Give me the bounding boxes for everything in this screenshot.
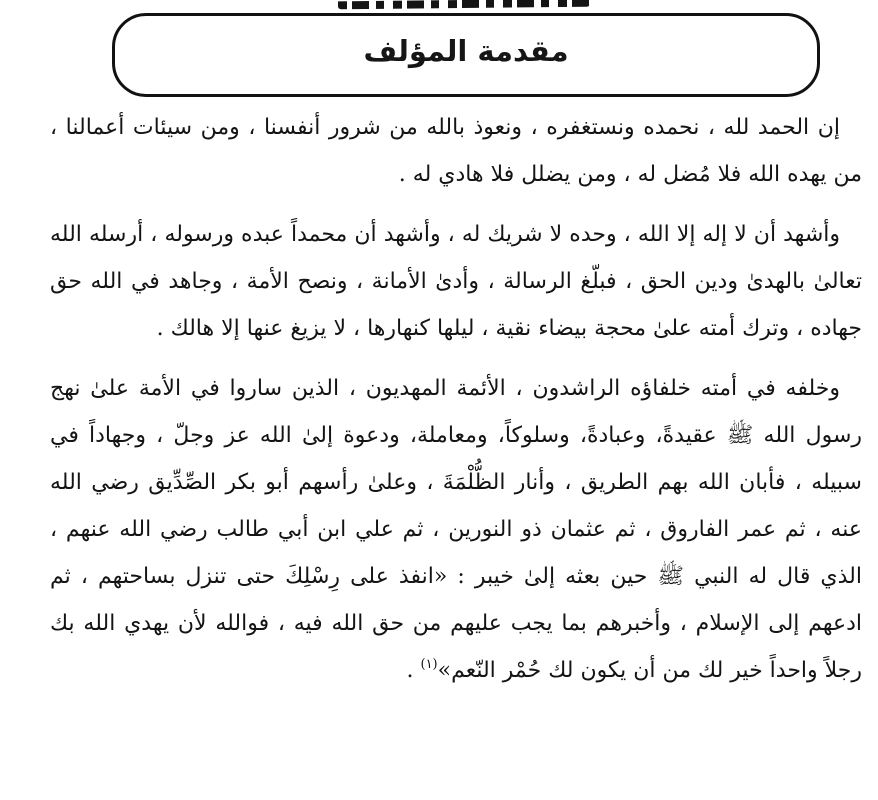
cutoff-calligraphy-ornament xyxy=(338,0,590,9)
footnote-marker: (١) xyxy=(420,657,438,672)
paragraph-caliphs-text: وخلفه في أمته خلفاؤه الراشدون ، الأئمة المهديون ، الذين ساروا في الأمة علىٰ نهج رسول الله ﷺ عقيدةً، وعبادةً، وسلوكاً، ومعاملة، ودعوة إلىٰ الله عز وجلّ ، وجهاداً في سبيله ، فأبان الله بهم الطريق ، وأنار الظُّلْمَةَ ، وعلىٰ رأسهم أبو بكر الصِّدِّيق رضي الله عنه ، ثم عمر الفاروق ، ثم عثمان ذو النورين ، ثم علي ابن أبي طالب رضي الله عنهم ، الذي قال له النبي ﷺ حين بعثه إلىٰ خيبر : «انفذ على رِسْلِكَ حتى تنزل بساحتهم ، ثم ادعهم إلى الإسلام ، وأخبرهم بما يجب عليهم من حق الله فيه ، فوالله لأن يهدي الله بك رجلاً واحداً خير لك من أن يكون لك حُمْر النّعم» xyxy=(50,376,862,683)
paragraph-khutbah-opening: إن الحمد لله ، نحمده ونستغفره ، ونعوذ بالله من شرور أنفسنا ، ومن سيئات أعمالنا ، من يهده الله فلا مُضل له ، ومن يضلل فلا هادي له . xyxy=(50,115,862,187)
chapter-title-box xyxy=(112,13,820,97)
paragraph-caliphs-tail: . xyxy=(406,658,421,683)
chapter-title: مقدمة المؤلف xyxy=(363,34,569,68)
paragraph-shahadah: وأشهد أن لا إله إلا الله ، وحده لا شريك له ، وأشهد أن محمداً عبده ورسوله ، أرسله الله تعالىٰ بالهدىٰ ودين الحق ، فبلّغ الرسالة ، وأدىٰ الأمانة ، ونصح الأمة ، وجاهد في الله حق جهاده ، وترك أمته علىٰ محجة بيضاء نقية ، ليلها كنهارها ، لا يزيغ عنها إلا هالك . xyxy=(50,222,862,341)
paragraph-caliphs xyxy=(50,365,862,694)
body-text xyxy=(50,104,862,694)
